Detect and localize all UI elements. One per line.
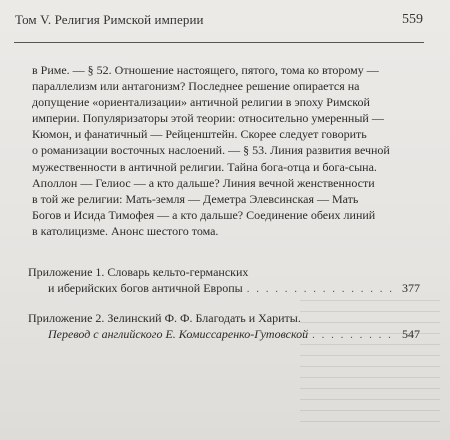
dot-leader xyxy=(312,327,392,343)
text-line: Аполлон — Гелиос — а кто дальше? Линия вечной женственности xyxy=(32,175,375,190)
toc-entry-line1: Приложение 1. Словарь кельто-германских xyxy=(28,265,249,279)
contents-paragraph xyxy=(32,62,420,239)
toc-entry-appendix-1 xyxy=(28,264,420,297)
toc-entry-title xyxy=(28,310,420,326)
dot-leader xyxy=(247,281,392,297)
text-line: мужественности в античной религии. Тайна бога-отца и бога-сына. xyxy=(32,159,377,174)
running-title: Том V. Религия Римской империи xyxy=(15,12,204,27)
text-line: в католицизме. Анонс шестого тома. xyxy=(32,223,219,238)
toc-entry-line2: Перевод с английского Е. Комиссаренко-Гутовской xyxy=(48,327,309,341)
toc-entry-appendix-2 xyxy=(28,310,420,343)
page-header xyxy=(15,12,423,28)
toc-entry-row xyxy=(28,326,420,343)
toc-entry-row xyxy=(28,280,420,297)
page-number: 559 xyxy=(402,12,423,27)
header-rule xyxy=(14,42,424,43)
text-line: параллелизм или антагонизм? Последнее решение опирается на xyxy=(32,79,360,94)
toc-entry-title xyxy=(28,264,420,280)
text-line: империи. Популяризаторы этой теории: относительно умеренный — xyxy=(32,111,384,126)
text-line: о романизации восточных наслоений. — § 53. Линия развития вечной xyxy=(32,143,390,158)
text-line: в Риме. — § 52. Отношение настоящего, пятого, тома ко второму — xyxy=(32,63,379,77)
toc-entry-line1: Приложение 2. Зелинский Ф. Ф. Благодать и Хариты. xyxy=(28,311,301,325)
text-line: в той же религии: Мать-земля — Деметра Элевсинская — Мать xyxy=(32,191,359,206)
toc-page-number: 377 xyxy=(402,281,420,295)
text-line: допущение «ориентализации» античной религии в эпоху Римской xyxy=(32,95,370,110)
toc-entry-line2: и иберийских богов античной Европы xyxy=(48,281,243,295)
text-line: Богов и Исида Тимофея — а кто дальше? Соединение обеих линий xyxy=(32,207,376,222)
toc-page-number: 547 xyxy=(402,327,420,341)
text-line: Кюмон, и фанатичный — Рейценштейн. Скорее следует говорить xyxy=(32,127,367,142)
